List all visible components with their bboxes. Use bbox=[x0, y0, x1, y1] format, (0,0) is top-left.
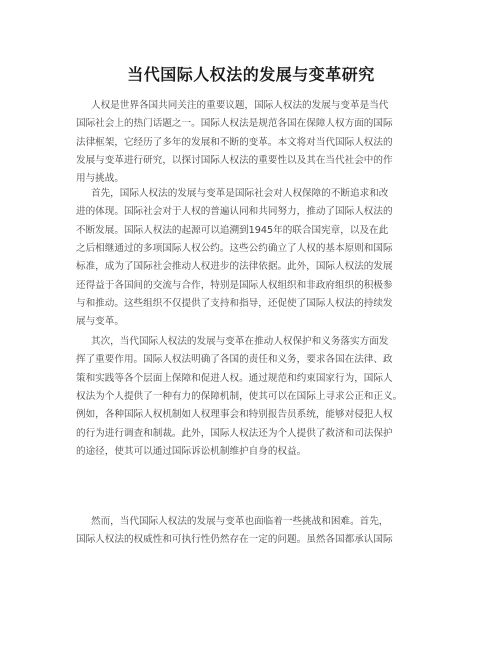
paragraph-line: 的途径，使其可以通过国际诉讼机制维护自身的权益。 bbox=[76, 445, 307, 457]
paragraph-line: 与和推动。这些组织不仅提供了支持和指导，还促使了国际人权法的持续发 bbox=[76, 297, 393, 309]
paragraph-line: 法律框架，它经历了多年的发展和不断的变革。本文将对当代国际人权法的 bbox=[76, 136, 393, 148]
document-title: 当代国际人权法的发展与变革研究 bbox=[127, 65, 375, 84]
paragraph-line: 例如，各种国际人权机制如人权理事会和特别报告员系统，能够对侵犯人权 bbox=[76, 409, 393, 421]
paragraph-line: 策和实践等各个层面上保障和促进人权。通过规范和约束国家行为，国际人 bbox=[76, 372, 393, 384]
paragraph-line: 然而，当代国际人权法的发展与变革也面临着一些挑战和困难。首先， bbox=[91, 516, 389, 527]
paragraph-line: 的行为进行调查和制裁。此外，国际人权法还为个人提供了救济和司法保护 bbox=[76, 427, 393, 439]
paragraph-line: 展与变革。 bbox=[76, 316, 124, 328]
paragraph-line: 标准，成为了国际社会推动人权进步的法律依据。此外，国际人权法的发展 bbox=[76, 261, 393, 273]
paragraph-line: 首先，国际人权法的发展与变革是国际社会对人权保障的不断追求和改 bbox=[91, 188, 389, 199]
paragraph-line: 权法为个人提供了一种有力的保障机制，使其可以在国际上寻求公正和正义。 bbox=[76, 390, 403, 402]
paragraph-line: 之后相继通过的多项国际人权公约。这些公约确立了人权的基本原则和国际 bbox=[76, 242, 393, 254]
paragraph-line: 不断发展。国际人权法的起源可以追溯到1945年的联合国宪章，以及在此 bbox=[76, 224, 389, 236]
paragraph-line: 用与挑战。 bbox=[76, 173, 124, 185]
paragraph-line: 发展与变革进行研究，以探讨国际人权法的重要性以及其在当代社会中的作 bbox=[76, 154, 393, 166]
paragraph-line: 国际人权法的权威性和可执行性仍然存在一定的问题。虽然各国都承认国际 bbox=[76, 534, 393, 546]
paragraph-line: 进的体现。国际社会对于人权的普遍认同和共同努力，推动了国际人权法的 bbox=[76, 206, 393, 218]
paragraph-line: 国际社会上的热门话题之一。国际人权法是规范各国在保障人权方面的国际 bbox=[76, 118, 393, 130]
paragraph-line: 挥了重要作用。国际人权法明确了各国的责任和义务，要求各国在法律、政 bbox=[76, 354, 393, 366]
paragraph-line: 人权是世界各国共同关注的重要议题，国际人权法的发展与变革是当代 bbox=[91, 100, 389, 111]
paragraph-line: 其次，当代国际人权法的发展与变革在推动人权保护和义务落实方面发 bbox=[91, 336, 389, 347]
paragraph-line: 还得益于各国间的交流与合作，特别是国际人权组织和非政府组织的积极参 bbox=[76, 279, 393, 291]
